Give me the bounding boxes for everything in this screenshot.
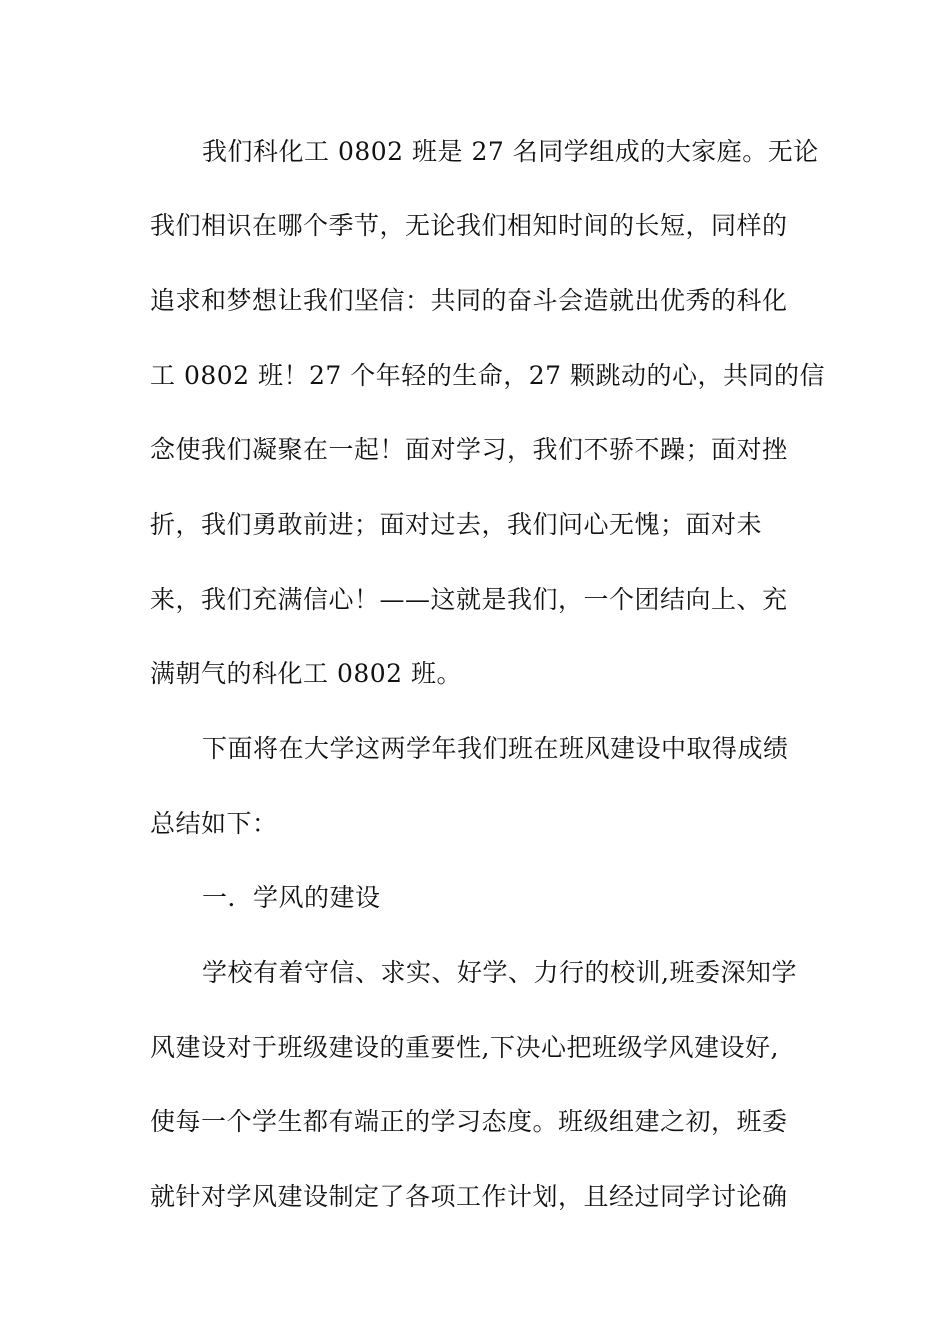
paragraph-1-line-6: 折，我们勇敢前进；面对过去，我们问心无愧；面对未 [150,510,763,539]
paragraph-1-line-2: 我们相识在哪个季节，无论我们相知时间的长短，同样的 [150,211,788,240]
paragraph-3-line-4: 就针对学风建设制定了各项工作计划，且经过同学讨论确 [150,1182,788,1211]
paragraph-1-line-1: 我们科化工 0802 班是 27 名同学组成的大家庭。无论 [202,137,819,166]
paragraph-3-line-1: 学校有着守信、求实、好学、力行的校训,班委深知学 [202,958,797,987]
paragraph-1-line-4: 工 0802 班！27 个年轻的生命，27 颗跳动的心，共同的信 [150,361,826,390]
paragraph-3-line-2: 风建设对于班级建设的重要性,下决心把班级学风建设好, [150,1033,779,1062]
paragraph-1-line-7: 来，我们充满信心！——这就是我们，一个团结向上、充 [150,585,788,614]
section-heading: 一．学风的建设 [202,883,381,912]
paragraph-1-line-8: 满朝气的科化工 0802 班。 [150,659,463,688]
paragraph-2-line-1: 下面将在大学这两学年我们班在班风建设中取得成绩 [202,734,789,763]
paragraph-2-line-2: 总结如下： [150,809,278,838]
paragraph-1-line-3: 追求和梦想让我们坚信：共同的奋斗会造就出优秀的科化 [150,286,788,315]
paragraph-3-line-3: 使每一个学生都有端正的学习态度。班级组建之初，班委 [150,1107,788,1136]
paragraph-1-line-5: 念使我们凝聚在一起！面对学习，我们不骄不躁；面对挫 [150,435,788,464]
